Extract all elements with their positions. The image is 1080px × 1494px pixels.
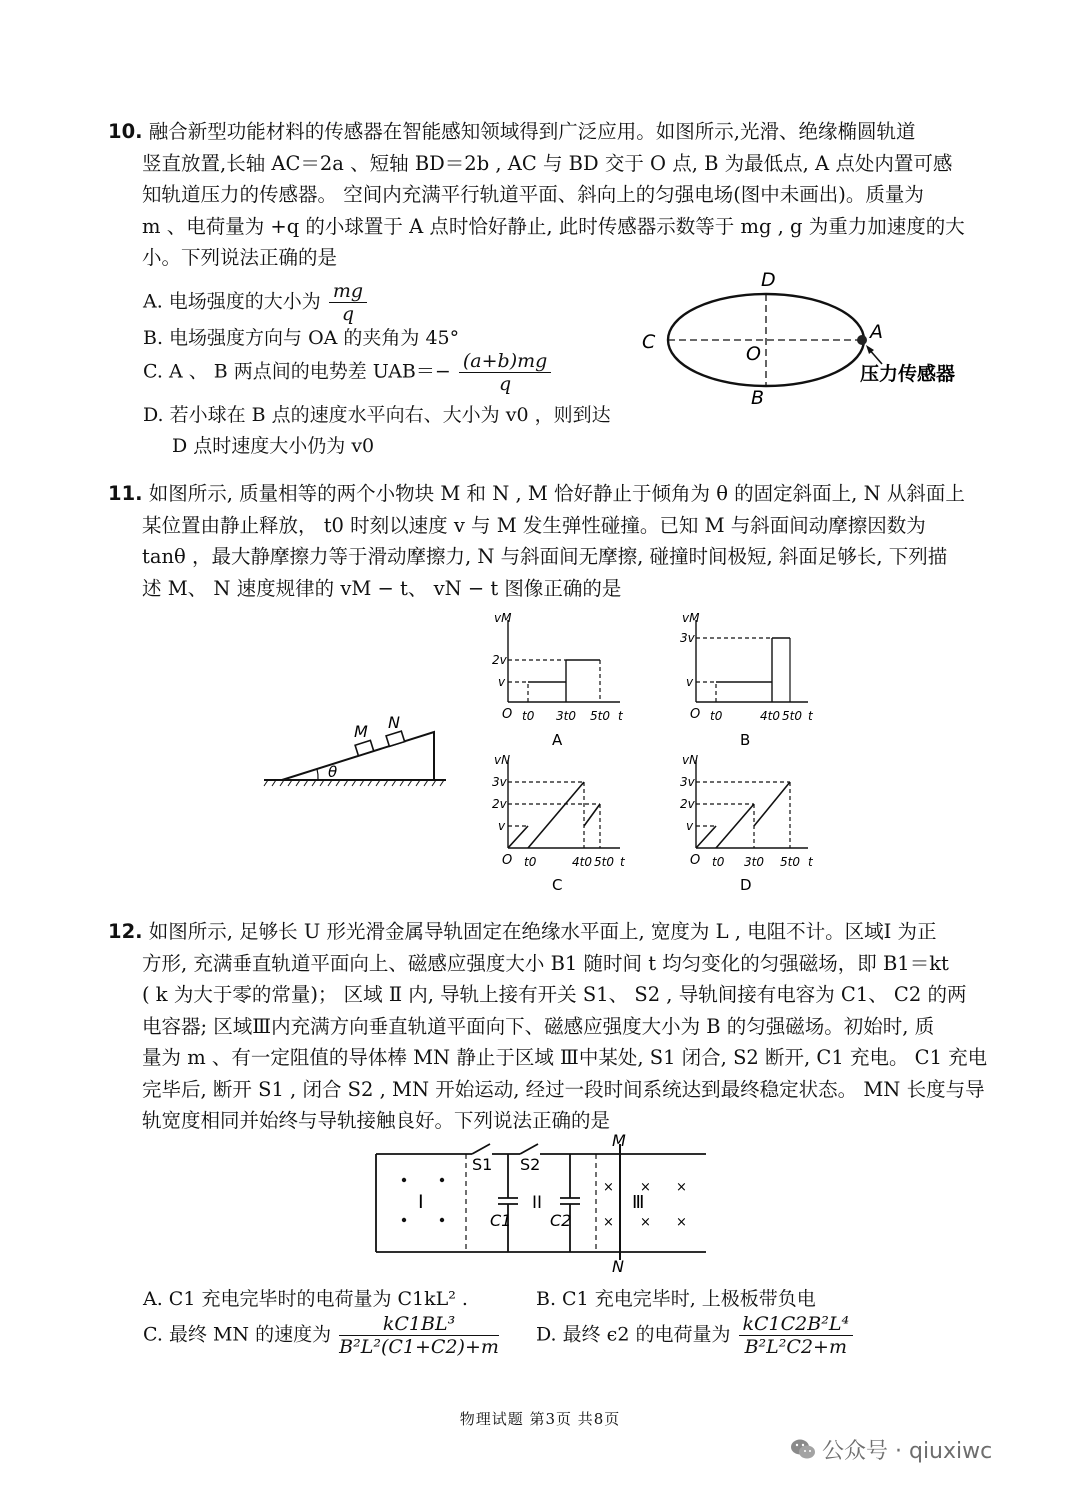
y-axis-label: vM	[494, 611, 512, 625]
denominator: B²L²(C1+C2)+m	[339, 1336, 499, 1358]
fraction	[339, 1313, 499, 1358]
tick-label: 3v	[680, 775, 695, 789]
n-label: N	[612, 1257, 624, 1274]
tick-label: t0	[712, 855, 725, 869]
graph-option-label: D	[740, 876, 752, 894]
option-text: D. 最终 ϵ2 的电荷量为	[536, 1323, 731, 1346]
graph-b	[676, 610, 826, 750]
s2-label: S2	[520, 1155, 541, 1174]
fraction	[329, 280, 367, 325]
m-label: M	[612, 1134, 626, 1150]
option-text: A. 电场强度的大小为	[143, 290, 321, 313]
label-c: C	[642, 331, 656, 353]
svg-text:×: ×	[640, 1180, 651, 1195]
graph-option-label: B	[740, 731, 751, 749]
graph-line	[696, 826, 716, 848]
fraction	[459, 350, 551, 395]
question-number: 11.	[108, 482, 143, 505]
option-text: C. 最终 MN 的速度为	[143, 1323, 332, 1346]
sensor-label: 压力传感器	[860, 363, 956, 385]
question-text-line: 方形, 充满垂直轨道平面向上、磁感应强度大小 B1 随时间 t 均匀变化的匀强磁场，即 B1＝kt	[142, 951, 949, 975]
graph-c	[488, 752, 638, 894]
block-m	[355, 740, 374, 755]
origin-label: O	[690, 707, 701, 722]
question-text-line: ( k 为大于零的常量)； 区域 Ⅱ 内, 导轨上接有开关 S1、 S2 , 导轨间接有电容为 C1、 C2 的两	[142, 983, 967, 1006]
origin-label: O	[502, 853, 513, 868]
tick-label: 3v	[680, 631, 695, 645]
page-footer: 物理试题 第3页 共8页	[459, 1410, 621, 1428]
x-axis-label: t	[808, 855, 813, 869]
option-c	[143, 350, 553, 395]
numerator: mg	[329, 280, 367, 303]
origin-label: O	[690, 853, 701, 868]
tick-label: v	[686, 675, 694, 689]
switch-s1	[472, 1144, 490, 1154]
tick-label: 3t0	[556, 709, 576, 723]
tick-label: 2v	[492, 653, 507, 667]
y-axis-label: vN	[494, 753, 511, 767]
fraction	[739, 1313, 854, 1358]
block-n	[386, 731, 405, 746]
question-text-line: 电容器; 区域Ⅲ内充满方向垂直轨道平面向下、磁感应强度大小为 B 的匀强磁场。初始时, 质	[142, 1014, 935, 1038]
option-b: B. 电场强度方向与 OA 的夹角为 45°	[143, 327, 460, 349]
tick-label: t0	[710, 709, 723, 723]
question-text-line: 述 M、 N 速度规律的 vM − t、 vN − t 图像正确的是	[142, 576, 622, 600]
s1-label: S1	[472, 1155, 493, 1174]
tick-label: v	[686, 819, 694, 833]
graph-line	[584, 804, 600, 826]
option-a	[143, 280, 369, 325]
wechat-icon	[790, 1438, 816, 1466]
tick-label: 3v	[492, 775, 507, 789]
tick-label: 2v	[680, 797, 695, 811]
question-text-line: 某位置由静止释放， t0 时刻以速度 v 与 M 发生弹性碰撞。已知 M 与斜面间动摩擦因数为	[142, 513, 926, 537]
graph-line	[754, 782, 790, 826]
theta-label: θ	[328, 763, 338, 781]
denominator: B²L²C2+m	[744, 1336, 847, 1358]
label-o: O	[746, 343, 761, 365]
svg-text:×: ×	[676, 1215, 687, 1230]
option-b: B. C1 充电完毕时, 上极板带负电	[536, 1288, 816, 1310]
origin-label: O	[502, 707, 513, 722]
label-m: M	[354, 722, 368, 741]
question-11	[108, 478, 976, 604]
question-text-line: 知轨道压力的传感器。 空间内充满平行轨道平面、斜向上的匀强电场(图中未画出)。质量为	[142, 183, 924, 206]
label-n: N	[388, 713, 400, 732]
question-12	[108, 916, 988, 1137]
question-number: 10.	[108, 120, 143, 143]
graph-d	[676, 752, 826, 894]
svg-text:×: ×	[640, 1215, 651, 1230]
label-a: A	[870, 321, 883, 343]
graph-line	[528, 782, 584, 848]
label-d: D	[761, 269, 776, 291]
c1-label: C1	[490, 1211, 512, 1230]
graph-line	[508, 826, 528, 848]
numerator: (a+b)mg	[459, 350, 551, 373]
region-1-label: I	[418, 1191, 424, 1213]
region-2-label: II	[532, 1193, 543, 1213]
graph-option-label: C	[552, 876, 563, 894]
angle-arc	[317, 769, 318, 780]
graph-a	[488, 610, 638, 750]
question-text-line: 如图所示, 足够长 U 形光滑金属导轨固定在绝缘水平面上, 宽度为 L , 电阻不计。区域Ⅰ 为正	[148, 920, 937, 943]
numerator: kC1BL³	[339, 1313, 499, 1336]
x-axis-label: t	[808, 709, 813, 723]
sensor-dot	[857, 335, 867, 345]
denominator: q	[499, 373, 512, 395]
tick-label: 4t0	[572, 855, 592, 869]
x-axis-label: t	[618, 709, 623, 723]
denominator: q	[341, 303, 355, 325]
question-text-line: m 、电荷量为 +q 的小球置于 A 点时恰好静止, 此时传感器示数等于 mg , g 为重力加速度的大	[142, 214, 965, 238]
y-axis-label: vN	[682, 753, 699, 767]
svg-text:×: ×	[603, 1215, 614, 1230]
incline-figure	[262, 708, 452, 788]
option-d	[536, 1313, 855, 1358]
option-c	[143, 1313, 501, 1358]
option-d-line2: D 点时速度大小仍为 v0	[172, 435, 375, 457]
tick-label: 4t0	[760, 709, 780, 723]
tick-label: t0	[524, 855, 537, 869]
label-b: B	[751, 387, 765, 409]
option-d-line1: D. 若小球在 B 点的速度水平向右、大小为 v0 ，则到达	[143, 404, 611, 426]
svg-text:×: ×	[676, 1180, 687, 1195]
option-text: C. A 、 B 两点间的电势差 UAB＝−	[143, 360, 451, 383]
region-3-label: Ⅲ	[632, 1192, 645, 1213]
c2-label: C2	[550, 1211, 572, 1230]
tick-label: 5t0	[590, 709, 610, 723]
question-text-line: 融合新型功能材料的传感器在智能感知领域得到广泛应用。如图所示,光滑、绝缘椭圆轨道	[148, 120, 916, 143]
y-axis-label: vM	[682, 611, 700, 625]
ellipse-track-figure	[630, 262, 990, 412]
tick-label: 5t0	[782, 709, 802, 723]
question-10	[108, 116, 976, 274]
svg-text:×: ×	[603, 1180, 614, 1195]
graph-option-label: A	[552, 731, 563, 749]
question-text-line: 轨宽度相同并始终与导轨接触良好。下列说法正确的是	[142, 1109, 611, 1132]
question-text-line: 小。下列说法正确的是	[142, 246, 338, 269]
tick-label: 3t0	[744, 855, 764, 869]
option-a: A. C1 充电完毕时的电荷量为 C1kL² .	[143, 1288, 468, 1310]
tick-label: v	[498, 819, 506, 833]
question-number: 12.	[108, 920, 143, 943]
numerator: kC1C2B²L⁴	[739, 1313, 854, 1336]
field-crosses	[603, 1180, 687, 1230]
question-text-line: 如图所示, 质量相等的两个小物块 M 和 N , M 恰好静止于倾角为 θ 的固定斜面上, N 从斜面上	[148, 482, 965, 505]
question-text-line: tanθ ，最大静摩擦力等于滑动摩擦力, N 与斜面间无摩擦, 碰撞时间极短, 斜面足够长, 下列描	[142, 545, 948, 568]
watermark-text: 公众号 · qiuxiwc	[822, 1439, 993, 1464]
tick-label: 2v	[492, 797, 507, 811]
question-text-line: 量为 m 、有一定阻值的导体棒 MN 静止于区域 Ⅲ中某处, S1 闭合, S2 断开, C1 充电。 C1 充电	[142, 1046, 988, 1069]
tick-label: t0	[522, 709, 535, 723]
graph-line	[716, 804, 754, 848]
switch-s2	[520, 1144, 538, 1154]
tick-label: 5t0	[594, 855, 614, 869]
watermark	[790, 1434, 992, 1466]
x-axis-label: t	[620, 855, 625, 869]
tick-label: 5t0	[780, 855, 800, 869]
tick-label: v	[498, 675, 506, 689]
rail-circuit-figure	[370, 1134, 710, 1274]
question-text-line: 完毕后, 断开 S1 , 闭合 S2 , MN 开始运动, 经过一段时间系统达到最终稳定状态。 MN 长度与导	[142, 1077, 985, 1101]
question-text-line: 竖直放置,长轴 AC＝2a 、短轴 BD＝2b , AC 与 BD 交于 O 点, B 为最低点, A 点处内置可感	[142, 151, 953, 175]
